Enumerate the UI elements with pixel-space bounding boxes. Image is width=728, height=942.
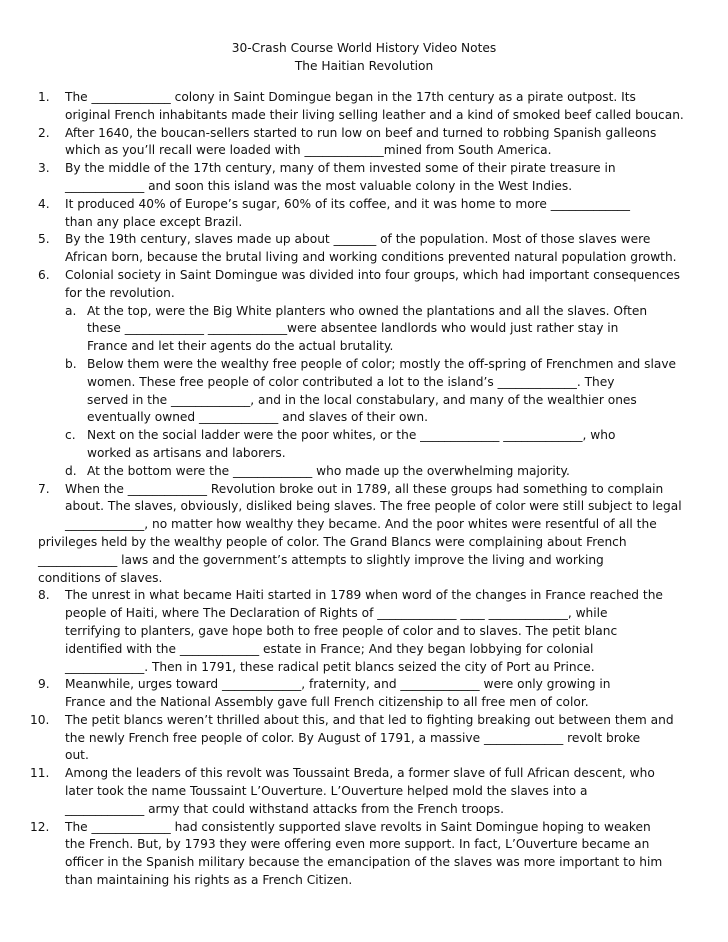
- item-text: The _____________ had consistently supported slave revolts in Saint Domingue hoping to weaken the French. But, by 1793 they were offering even more support. In fact, L’Ouverture became an officer in the Spanish military because the emancipation of the slaves was more important to him than maintaining his rights as a French Citizen.: [65, 819, 663, 888]
- question-item: [38, 587, 688, 676]
- question-item: [38, 267, 688, 303]
- sub-item: [65, 427, 688, 463]
- item-number: 5.: [38, 232, 50, 247]
- item-number: 9.: [38, 677, 50, 692]
- item-number: 6.: [38, 267, 50, 282]
- question-item: [30, 819, 688, 890]
- item-number: 10.: [30, 712, 50, 727]
- question-item: [38, 676, 688, 712]
- sub-item-letter: b.: [65, 356, 77, 371]
- item-number: 7.: [38, 481, 50, 496]
- question-item: [38, 160, 688, 196]
- page-title: 30-Crash Course World History Video Notes: [231, 41, 497, 55]
- sub-item-text: At the bottom were the _____________ who made up the overwhelming majority.: [87, 463, 570, 478]
- question-item: [38, 196, 688, 232]
- item-text: By the 19th century, slaves made up about _______ of the population. Most of those slaves were African born, because the brutal living and working conditions prevented natural population growth.: [65, 232, 677, 265]
- item-number: 3.: [38, 161, 50, 176]
- item-text: The petit blancs weren’t thrilled about this, and that led to fighting breaking out between them and the newly French free people of color. By August of 1791, a massive _____________ revolt broke out.: [65, 712, 674, 763]
- item-number: 2.: [38, 125, 50, 140]
- question-list: [30, 89, 688, 890]
- item-text: The _____________ colony in Saint Domingue began in the 17th century as a pirate outpost. Its original French inhabitants made their living selling leather and a kind of smoked beef called boucan.: [65, 90, 684, 122]
- item-text: Meanwhile, urges toward _____________, fraternity, and _____________ were only growing in France and the National Assembly gave full French citizenship to all free men of color.: [65, 677, 611, 710]
- item-text: When the _____________ Revolution broke out in 1789, all these groups had something to complain about. The slaves, obviously, disliked being slaves. The free people of color were still subject to legal _____________, no matter how wealthy they became. And the poor whites were resentful of all the: [65, 481, 682, 532]
- item-number: 4.: [38, 196, 50, 211]
- page-subtitle: The Haitian Revolution: [294, 58, 434, 73]
- sub-item-text: Next on the social ladder were the poor whites, or the _____________ _____________, who worked as artisans and laborers.: [87, 428, 616, 460]
- sub-item: [65, 303, 688, 356]
- item-number: 12.: [30, 819, 50, 834]
- sub-item-text: Below them were the wealthy free people of color; mostly the off-spring of Frenchmen and slave women. These free people of color contributed a lot to the island’s _____________. They served in the _____________, and in the local constabulary, and many of the wealthier ones eventually owned _____________ and slaves of their own.: [87, 356, 677, 425]
- title-block: [0, 40, 728, 75]
- question-item: [38, 231, 688, 267]
- question-item: [30, 712, 688, 765]
- item-text: By the middle of the 17th century, many of them invested some of their pirate treasure in _____________ and soon this island was the most valuable colony in the West Indies.: [65, 161, 616, 193]
- item-text: Colonial society in Saint Domingue was divided into four groups, which had important consequences for the revolution.: [65, 267, 681, 300]
- item-text: After 1640, the boucan-sellers started to run low on beef and turned to robbing Spanish galleons which as you’ll recall were loaded with _____________mined from South America.: [65, 125, 657, 158]
- sub-item-letter: c.: [65, 428, 76, 443]
- question-item: [30, 765, 688, 818]
- item-number: 1.: [38, 90, 50, 104]
- item-text: It produced 40% of Europe’s sugar, 60% of its coffee, and it was home to more _____________ than any place except Brazil.: [65, 196, 630, 229]
- question-item: [38, 481, 688, 534]
- question-item: [38, 125, 688, 161]
- item-text: Among the leaders of this revolt was Toussaint Breda, a former slave of full African descent, who later took the name Toussaint L’Ouverture. L’Ouverture helped mold the slaves into a _____________ army that could withstand attacks from the French troops.: [65, 766, 655, 816]
- question-item: [38, 89, 688, 125]
- sub-item-text: At the top, were the Big White planters who owned the plantations and all the slaves. Often these _____________ _____________were absentee landlords who would just rather stay in France and let their agents do the actual brutality.: [87, 303, 648, 354]
- sub-item: [65, 356, 688, 427]
- item-text: The unrest in what became Haiti started in 1789 when word of the changes in France reached the people of Haiti, where The Declaration of Rights of _____________ ____ _____________, while terrifying to planters, gave hope both to free people of color and to slaves. The petit blanc identified with the _____________ estate in France; And they began lobbying for colonial _____________. Then in 1791, these radical petit blancs seized the city of Port au Prince.: [65, 588, 663, 674]
- item-text-continuation: privileges held by the wealthy people of color. The Grand Blancs were complaining about French _____________ laws and the government’s attempts to slightly improve the living and working conditions of slaves.: [38, 534, 627, 585]
- sub-item-letter: d.: [65, 463, 77, 478]
- sub-item: [65, 463, 688, 481]
- sub-item-letter: a.: [65, 303, 77, 318]
- item-number: 11.: [30, 766, 50, 781]
- item-number: 8.: [38, 588, 50, 603]
